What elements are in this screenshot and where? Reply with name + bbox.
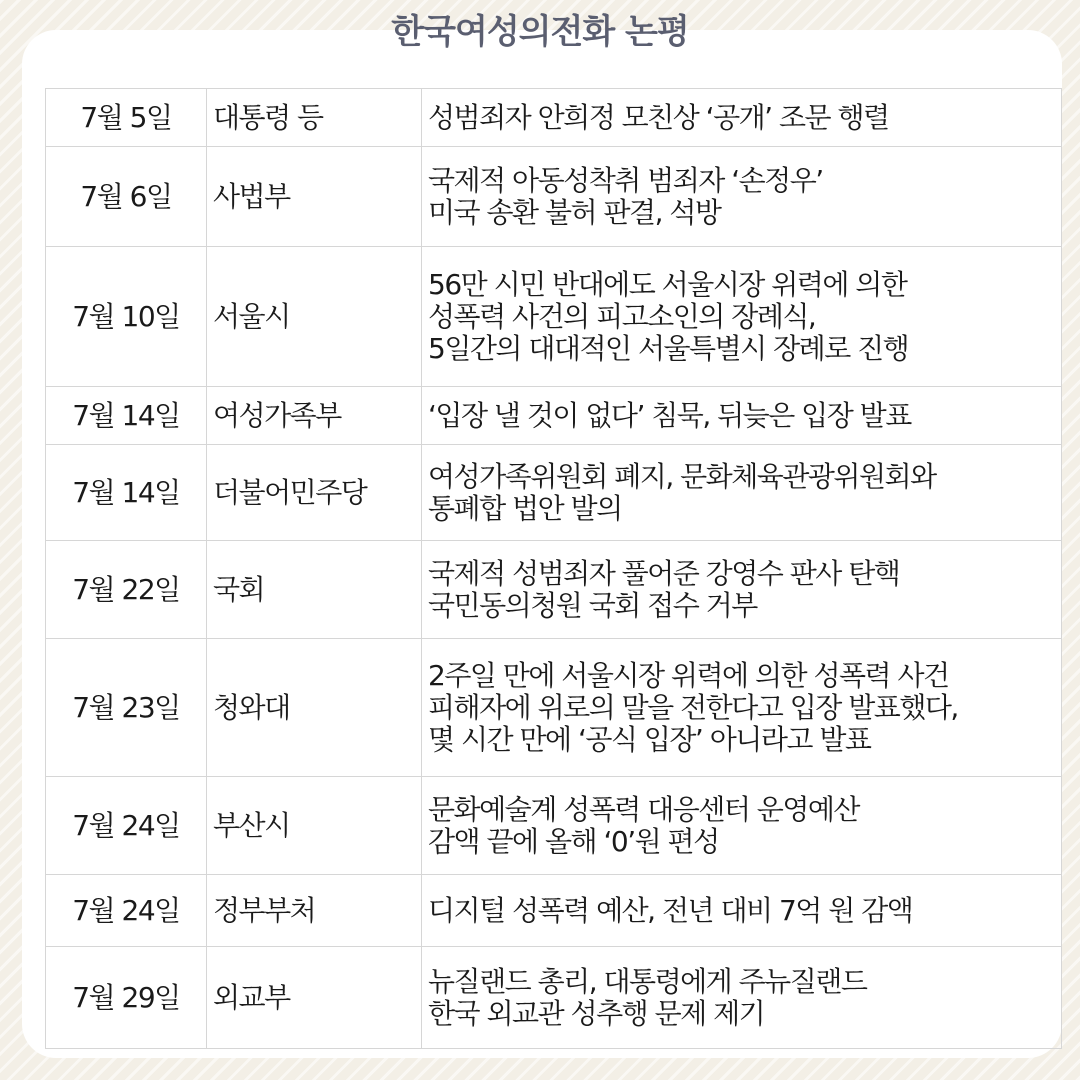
date-cell: 7월 22일 xyxy=(46,541,207,639)
table-row xyxy=(46,947,1062,1049)
date-cell: 7월 29일 xyxy=(46,947,207,1049)
event-cell xyxy=(422,387,1062,445)
table-row xyxy=(46,875,1062,947)
event-line: 문화예술계 성폭력 대응센터 운영예산 xyxy=(428,792,859,826)
event-line: 5일간의 대대적인 서울특별시 장례로 진행 xyxy=(428,331,909,365)
date-cell: 7월 6일 xyxy=(46,147,207,247)
organization-cell: 대통령 등 xyxy=(207,89,422,147)
page-title: 한국여성의전화 논평 xyxy=(391,12,689,52)
event-line: 피해자에 위로의 말을 전한다고 입장 발표했다, xyxy=(428,690,958,724)
event-line: 여성가족위원회 폐지, 문화체육관광위원회와 xyxy=(428,459,936,493)
date-cell: 7월 10일 xyxy=(46,247,207,387)
event-line: 몇 시간 만에 ‘공식 입장’ 아니라고 발표 xyxy=(428,722,871,756)
event-cell xyxy=(422,147,1062,247)
date-cell: 7월 5일 xyxy=(46,89,207,147)
event-cell xyxy=(422,541,1062,639)
event-line: 2주일 만에 서울시장 위력에 의한 성폭력 사건 xyxy=(428,658,949,692)
event-line: 미국 송환 불허 판결, 석방 xyxy=(428,195,721,229)
event-line: 56만 시민 반대에도 서울시장 위력에 의한 xyxy=(428,267,907,301)
event-line: 한국 외교관 성추행 문제 제기 xyxy=(428,996,765,1030)
table-row xyxy=(46,387,1062,445)
event-line: 뉴질랜드 총리, 대통령에게 주뉴질랜드 xyxy=(428,964,867,998)
table-row xyxy=(46,639,1062,777)
event-line: 성폭력 사건의 피고소인의 장례식, xyxy=(428,299,816,333)
organization-cell: 사법부 xyxy=(207,147,422,247)
table-row xyxy=(46,541,1062,639)
date-cell: 7월 24일 xyxy=(46,777,207,875)
event-line: 국민동의청원 국회 접수 거부 xyxy=(428,588,757,622)
event-cell xyxy=(422,639,1062,777)
date-cell: 7월 14일 xyxy=(46,445,207,541)
event-cell xyxy=(422,777,1062,875)
event-line: 통폐합 법안 발의 xyxy=(428,491,622,525)
timeline-table xyxy=(45,88,1062,1049)
event-cell xyxy=(422,89,1062,147)
table-row xyxy=(46,147,1062,247)
event-cell xyxy=(422,445,1062,541)
table-row xyxy=(46,445,1062,541)
date-cell: 7월 24일 xyxy=(46,875,207,947)
organization-cell: 정부부처 xyxy=(207,875,422,947)
table-row xyxy=(46,777,1062,875)
organization-cell: 여성가족부 xyxy=(207,387,422,445)
organization-cell: 국회 xyxy=(207,541,422,639)
event-line: ‘입장 낼 것이 없다’ 침묵, 뒤늦은 입장 발표 xyxy=(428,398,911,432)
organization-cell: 청와대 xyxy=(207,639,422,777)
organization-cell: 외교부 xyxy=(207,947,422,1049)
organization-cell: 서울시 xyxy=(207,247,422,387)
table-row xyxy=(46,247,1062,387)
event-line: 디지털 성폭력 예산, 전년 대비 7억 원 감액 xyxy=(428,893,913,927)
event-cell xyxy=(422,875,1062,947)
event-line: 감액 끝에 올해 ‘0’원 편성 xyxy=(428,824,719,858)
event-line: 성범죄자 안희정 모친상 ‘공개’ 조문 행렬 xyxy=(428,100,889,134)
event-cell xyxy=(422,247,1062,387)
date-cell: 7월 14일 xyxy=(46,387,207,445)
table-row xyxy=(46,89,1062,147)
event-line: 국제적 성범죄자 풀어준 강영수 판사 탄핵 xyxy=(428,556,900,590)
event-line: 국제적 아동성착취 범죄자 ‘손정우’ xyxy=(428,163,823,197)
date-cell: 7월 23일 xyxy=(46,639,207,777)
event-cell xyxy=(422,947,1062,1049)
organization-cell: 부산시 xyxy=(207,777,422,875)
organization-cell: 더불어민주당 xyxy=(207,445,422,541)
